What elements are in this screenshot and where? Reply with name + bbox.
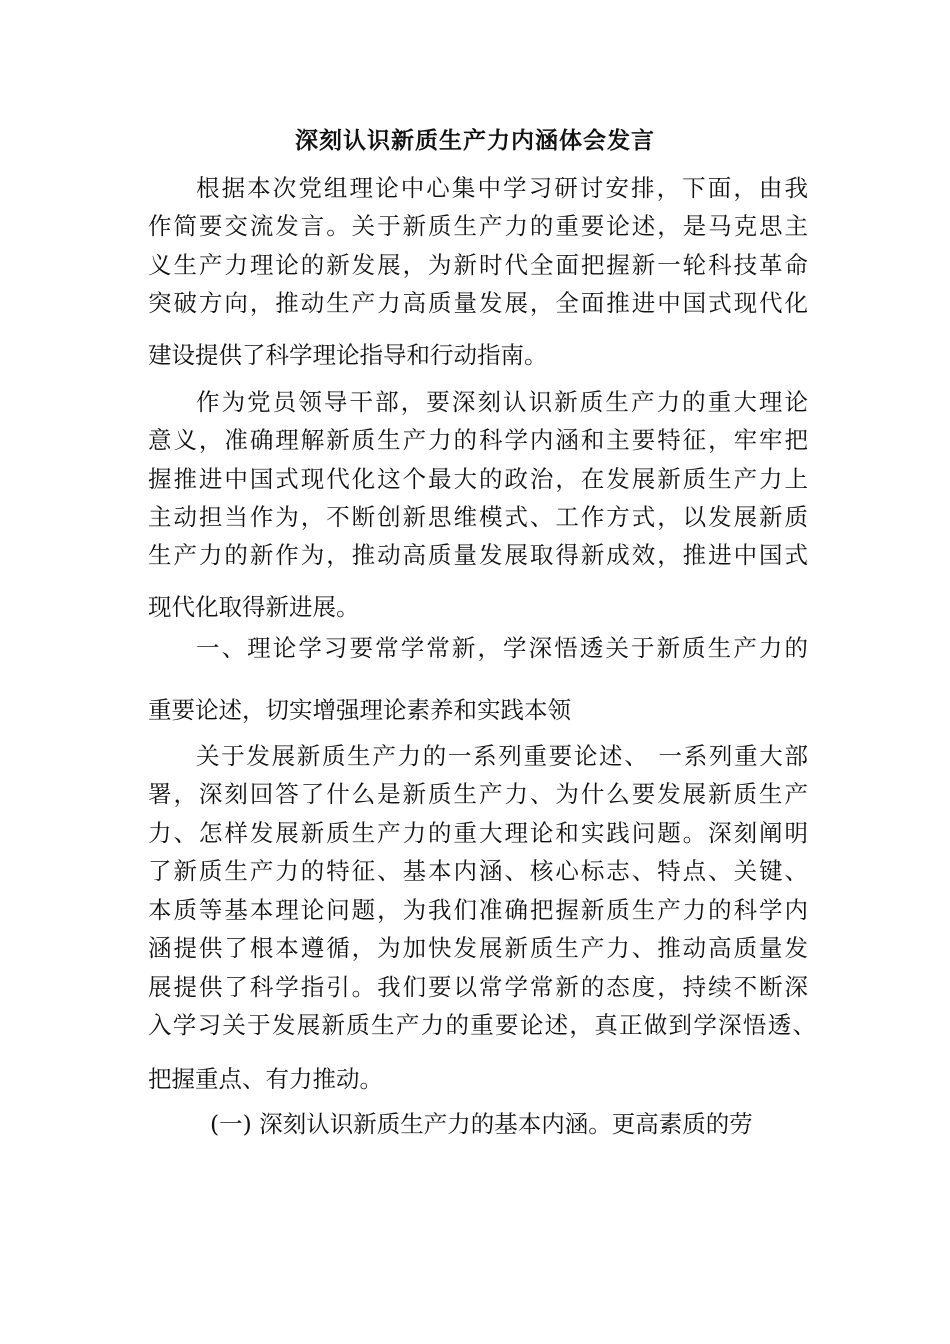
paragraph-line: 意义，准确理解新质生产力的科学内涵和主要特征，牢牢把: [148, 426, 808, 454]
document-title: 深刻认识新质生产力内涵体会发言: [295, 128, 655, 154]
paragraph-line: 力、怎样发展新质生产力的重大理论和实践问题。深刻阐明: [148, 819, 808, 847]
paragraph-line: 展提供了科学指引。我们要以常学常新的态度，持续不断深: [148, 973, 808, 1001]
paragraph-line: 关于发展新质生产力的一系列重要论述、 一系列重大部: [196, 742, 808, 770]
paragraph-line: 义生产力理论的新发展，为新时代全面把握新一轮科技革命: [148, 251, 808, 279]
paragraph-line: 了新质生产力的特征、基本内涵、核心标志、特点、关键、: [148, 857, 808, 885]
paragraph-line: 根据本次党组理论中心集中学习研讨安排，下面，由我: [196, 174, 808, 202]
paragraph-line: 主动担当作为，不断创新思维模式、工作方式，以发展新质: [148, 503, 808, 531]
paragraph-line: 现代化取得新进展。: [148, 593, 360, 621]
paragraph-line: 把握重点、有力推动。: [148, 1065, 383, 1093]
paragraph-line: 入学习关于发展新质生产力的重要论述，真正做到学深悟透、: [148, 1011, 816, 1039]
subsection-line: (一) 深刻认识新质生产力的基本内涵。更高素质的劳: [210, 1110, 753, 1138]
paragraph-line: 作为党员领导干部，要深刻认识新质生产力的重大理论: [196, 388, 808, 416]
paragraph-line: 作简要交流发言。关于新质生产力的重要论述，是马克思主: [148, 212, 808, 240]
paragraph-line: 本质等基本理论问题，为我们准确把握新质生产力的科学内: [148, 896, 808, 924]
paragraph-line: 署，深刻回答了什么是新质生产力、为什么要发展新质生产: [148, 780, 808, 808]
paragraph-line: 突破方向，推动生产力高质量发展，全面推进中国式现代化: [148, 289, 808, 317]
paragraph-line: 生产力的新作为，推动高质量发展取得新成效，推进中国式: [148, 541, 808, 569]
paragraph-line: 握推进中国式现代化这个最大的政治，在发展新质生产力上: [148, 465, 808, 493]
section-heading-line: 重要论述，切实增强理论素养和实践本领: [148, 696, 571, 724]
paragraph-line: 涵提供了根本遵循，为加快发展新质生产力、推动高质量发: [148, 934, 808, 962]
section-heading-line: 一、理论学习要常学常新，学深悟透关于新质生产力的: [196, 634, 808, 662]
paragraph-line: 建设提供了科学理论指导和行动指南。: [148, 341, 548, 369]
